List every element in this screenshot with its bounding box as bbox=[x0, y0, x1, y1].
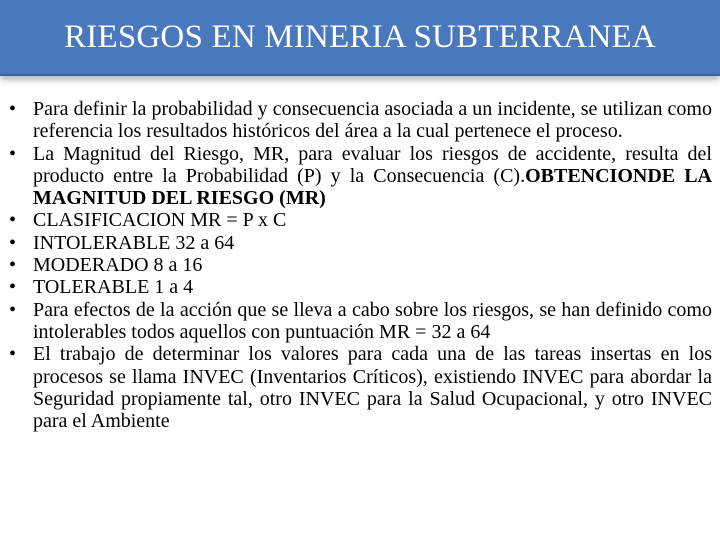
bullet-text: El trabajo de determinar los valores para cada una de las tareas insertas en los procesos se llama INVEC (Inventarios Críticos), existiendo INVEC para abordar la Seguridad propiamente tal, otro INVEC para la Salud Ocupacional, y otro INVEC para el Ambiente bbox=[33, 343, 712, 433]
bullet-text: INTOLERABLE 32 a 64 bbox=[33, 231, 235, 254]
bullet-text: Para efectos de la acción que se lleva a cabo sobre los riesgos, se han definido como intolerables todos aquellos con puntuación MR = 32 a 64 bbox=[33, 298, 712, 343]
bullet-list bbox=[0, 98, 720, 432]
bullet-item bbox=[0, 343, 720, 432]
bullet-item bbox=[0, 209, 720, 231]
slide-title: RIESGOS EN MINERIA SUBTERRANEA bbox=[64, 18, 656, 55]
bullet-glyph: • bbox=[9, 254, 17, 277]
bullet-glyph: • bbox=[9, 98, 17, 120]
bullet-glyph: • bbox=[9, 276, 17, 299]
bullet-glyph: • bbox=[9, 209, 17, 232]
bullet-glyph: • bbox=[9, 231, 17, 254]
bullet-glyph: • bbox=[9, 343, 17, 366]
bullet-item bbox=[0, 143, 720, 210]
bullet-item bbox=[0, 299, 720, 344]
bullet-text: CLASIFICACION MR = P x C bbox=[33, 209, 287, 232]
bullet-text: TOLERABLE 1 a 4 bbox=[33, 276, 194, 299]
bullet-item bbox=[0, 232, 720, 254]
bullet-text: Para definir la probabilidad y consecuencia asociada a un incidente, se utilizan como referencia los resultados históricos del área a la cual pertenece el proceso. bbox=[33, 98, 712, 143]
bullet-glyph: • bbox=[9, 298, 17, 321]
bullet-item bbox=[0, 276, 720, 298]
title-bar bbox=[0, 0, 720, 76]
bullet-text: MODERADO 8 a 16 bbox=[33, 254, 203, 277]
bullet-text: La Magnitud del Riesgo, MR, para evaluar los riesgos de accidente, resulta del producto entre la Probabilidad (P) y la Consecuencia (C). bbox=[33, 142, 712, 187]
bullet-glyph: • bbox=[9, 142, 17, 165]
bullet-item bbox=[0, 254, 720, 276]
bullet-bold-heading: OBTENCIONDE LA MAGNITUD DEL RIESGO (MR) bbox=[33, 164, 713, 210]
bullet-item bbox=[0, 98, 720, 143]
